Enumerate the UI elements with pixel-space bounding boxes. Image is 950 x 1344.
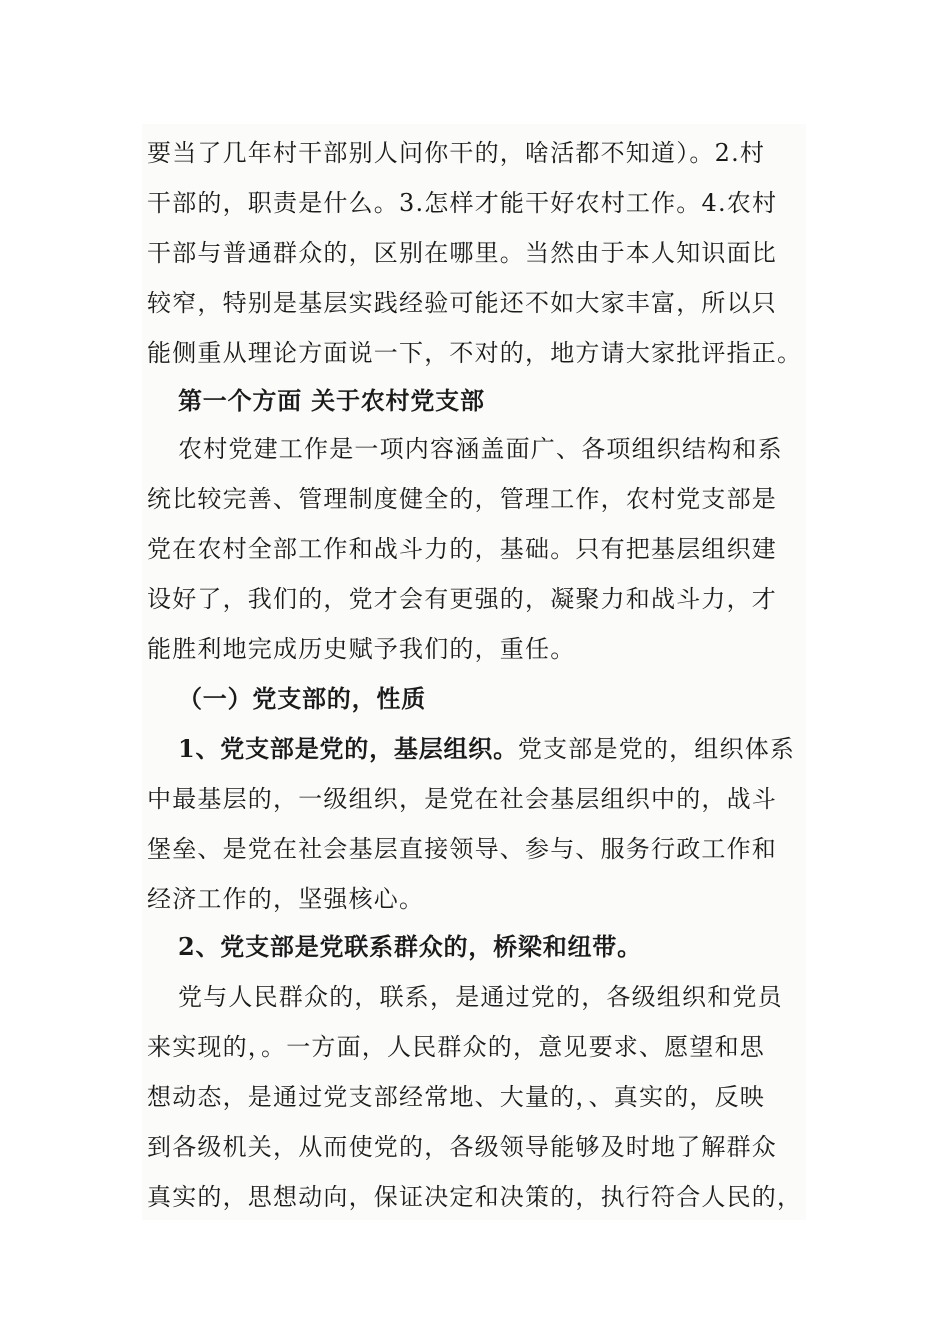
paragraph-line: 来实现的，。一方面，人民群众的，意见要求、愿望和思 <box>147 1033 765 1061</box>
paragraph-line: 中最基层的，一级组织，是党在社会基层组织中的，战斗 <box>147 785 777 813</box>
paragraph-line: 想动态，是通过党支部经常地、大量的，、真实的，反映 <box>147 1083 765 1111</box>
paragraph-line: 经济工作的，坚强核心。 <box>147 885 425 913</box>
paragraph-line: 统比较完善、管理制度健全的，管理工作，农村党支部是 <box>147 485 777 513</box>
paragraph-line-mixed <box>178 734 795 764</box>
paragraph-line: 干部与普通群众的，区别在哪里。当然由于本人知识面比 <box>147 239 777 267</box>
paragraph-line: 能胜利地完成历史赋予我们的，重任。 <box>147 635 576 663</box>
paragraph-line: 党在农村全部工作和战斗力的，基础。只有把基层组织建 <box>147 535 777 563</box>
point-body: 党支部是党的，组织体系 <box>517 735 796 763</box>
paragraph-line: 设好了，我们的，党才会有更强的，凝聚力和战斗力，才 <box>147 585 777 613</box>
paragraph-line: 真实的，思想动向，保证决定和决策的，执行符合人民的， <box>147 1183 803 1211</box>
paragraph-line: 较窄，特别是基层实践经验可能还不如大家丰富，所以只 <box>147 289 777 317</box>
point-heading: 1、党支部是党的，基层组织。 <box>178 734 518 763</box>
paragraph-line: 要当了几年村干部别人问你干的，啥活都不知道）。2.村 <box>147 139 766 167</box>
section-heading: 第一个方面 关于农村党支部 <box>178 386 485 415</box>
point-heading: 2、党支部是党联系群众的，桥梁和纽带。 <box>178 932 642 961</box>
paragraph-line: 能侧重从理论方面说一下，不对的，地方请大家批评指正。 <box>147 339 803 367</box>
document-text-block <box>142 124 806 1220</box>
paragraph-line: 干部的，职责是什么。3.怎样才能干好农村工作。4.农村 <box>147 189 778 217</box>
subsection-heading: （一）党支部的，性质 <box>178 684 426 713</box>
paragraph-line: 农村党建工作是一项内容涵盖面广、各项组织结构和系 <box>178 435 783 463</box>
paragraph-line: 堡垒、是党在社会基层直接领导、参与、服务行政工作和 <box>147 835 777 863</box>
paragraph-line: 党与人民群众的，联系，是通过党的，各级组织和党员 <box>178 983 783 1011</box>
paragraph-line: 到各级机关，从而使党的，各级领导能够及时地了解群众 <box>147 1133 777 1161</box>
